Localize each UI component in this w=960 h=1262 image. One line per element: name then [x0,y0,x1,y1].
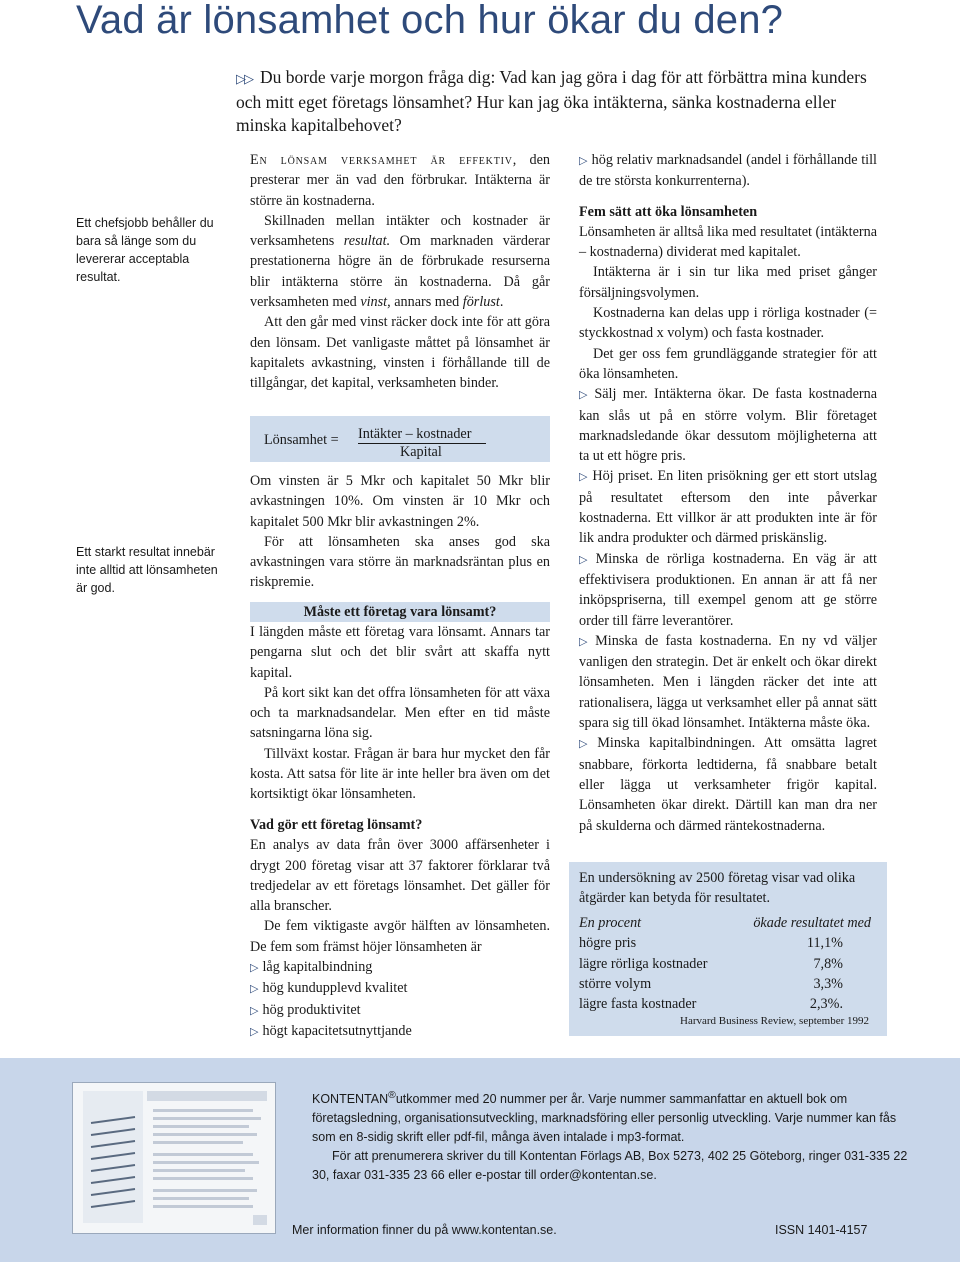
lead-in: En lönsam verksamhet är effektiv, [250,152,518,168]
paragraph: De fem viktigaste avgör hälften av lönsamheten. De fem som främst höjer lönsamheten är [250,918,550,955]
column-2-top [250,150,550,394]
survey-intro: En undersökning av 2500 företag visar vad olika åtgärder kan betyda för resultatet. [579,870,856,907]
list-item [250,957,550,978]
row-value: 11,1% [806,935,843,952]
survey-box [569,862,887,1036]
paragraph: Intäkterna är i sin tur lika med priset gånger försäljningsvolymen. [579,264,877,301]
triangle-icon: ▷ [579,737,594,751]
paragraph: På kort sikt kan det offra lönsamheten för att växa och ta marknadsandelar. Men efter en tid måste satsningarna löna sig. [250,684,550,742]
section-heading: Vad gör ett företag lönsamt? [250,817,423,833]
more-info-link[interactable]: Mer information finner du på www.kontentan.se. [292,1223,557,1237]
list-item-text: hög produktivitet [262,1001,361,1018]
triangle-icon: ▷ [250,961,259,975]
formula-numerator: Intäkter – kostnader [358,426,472,442]
text: Om marknaden värderar prestationerna högre än de förbrukade resurserna blir intäkterna större än kostnaderna. Då går verksamheten med [250,233,550,311]
formula-lhs: Lönsamhet = [264,432,339,448]
intro-text: Du borde varje morgon fråga dig: Vad kan jag göra i dag för att förbättra mina kunders och mitt eget företags lönsamhet? Hur kan jag öka intäkterna, sänka kostnaderna eller minska kapitalbehovet? [236,67,867,135]
strategy-item [579,549,877,631]
table-row [579,994,871,1014]
list-item-text: högt kapacitetsutnyttjande [262,1022,412,1039]
text: utkommer med 20 nummer per år. Varje nummer sammanfattar en aktuell bok om företagsledning, organisationsutveckling, marknadsföring eller personlig utveckling. Varje nummer kan fås som en 8-sidig skrift eller pdf-fil, många även intalade i mp3-format. [312,1092,897,1145]
paragraph: Om vinsten är 5 Mkr och kapitalet 50 Mkr blir avkastningen 10%. Om vinsten är 10 Mkr och kapitalet 500 Mkr blir avkastningen 2%. [250,473,550,530]
triangle-icon: ▷ [579,388,591,402]
column-2-middle [250,471,550,593]
triangle-icon: ▷ [579,634,592,648]
table-header-row [579,913,871,933]
row-value: 3,3% [813,975,843,992]
paragraph: Att den går med vinst räcker dock inte för att göra den lönsam. Det vanligaste måttet på lönsamhet är kapitalets avkastning, vinsten i förhållande till de tillgångar, det kapital, verksamheten binder. [250,314,550,392]
column-2-section-2 [250,815,550,1042]
footer-description [312,1086,912,1147]
paragraph: Lönsamheten är alltså lika med resultatet (intäkterna – kostnaderna) dividerat med kapitalet. [579,223,877,261]
footer-text [312,1086,912,1185]
section-heading: Måste ett företag vara lönsamt? [250,602,550,622]
row-value: 7,8% [813,955,843,972]
double-triangle-icon: ▷▷ [236,72,252,87]
paragraph: I längden måste ett företag vara lönsamt. Annars tar pengarna slut och det blir svårt att skaffa nytt kapital. [250,624,550,681]
row-label: högre pris [579,935,637,952]
brand-name: KONTENTAN [312,1092,389,1107]
section-heading: Fem sätt att öka lönsamheten [579,203,758,220]
intro-paragraph [236,66,876,137]
formula-box [250,416,550,462]
column-2-section-1 [250,602,550,805]
footer-subscription: För att prenumerera skriver du till Kontentan Förlags AB, Box 5273, 402 25 Göteborg, ringer 031-335 22 30, faxar 031-335 23 66 eller e-postar till order@kontentan.se. [312,1149,908,1183]
table-row [579,974,871,994]
list-item-text: låg kapitalbindning [262,959,373,976]
row-value: 2,3%. [809,996,843,1013]
strategy-item [579,733,877,835]
row-label: lägre fasta kostnader [579,996,697,1013]
side-quote-2: Ett starkt resultat innebär inte alltid att lönsamheten är god. [76,545,218,595]
paragraph: Det ger oss fem grundläggande strategier för att öka lönsamheten. [579,345,877,382]
column-header: ökade resultatet med [753,915,871,931]
triangle-icon: ▷ [579,552,592,566]
source-citation: Harvard Business Review, september 1992 [680,1015,869,1027]
side-quote-1: Ett chefsjobb behåller du bara så länge som du levererar acceptabla resultat. [76,216,214,284]
paragraph [250,211,550,312]
thumbnail-graphic [73,1083,275,1233]
factor-list [250,957,550,1042]
row-label: lägre rörliga kostnader [579,955,708,972]
formula-denominator: Kapital [400,444,442,460]
text: Skillnaden mellan intäkter och kostnader är verksamhetens [250,212,550,250]
page-title: Vad är lönsamhet och hur ökar du den? [76,0,784,42]
triangle-icon: ▷ [250,982,259,996]
text: Minska kapitalbindningen. Att omsätta lagret snabbare, förkorta ledtiderna, få snabbare betalt eller lägga ut verksamheter frigör kapital. Lönsamheten ökar direkt. Därtill kan man dra ner på skulderna och därmed räntekostnaderna. [579,735,877,834]
text-italic: vinst [360,294,388,311]
strategy-item [579,384,877,466]
table-row [579,954,871,974]
list-item-text: hög kundupplevd kvalitet [262,980,408,997]
list-item [250,978,550,999]
bullet-paragraph [579,150,877,192]
paragraph: Tillväxt kostar. Frågan är bara hur mycket den får kosta. Att satsa för lite är inte heller bra även om det kortsiktigt ökar lönsamheten. [250,745,550,803]
triangle-icon: ▷ [579,154,588,167]
text-italic: förlust [462,294,500,311]
column-3 [579,150,877,836]
text: Höj priset. En liten prisökning ger ett stort utslag på resultatet eftersom den inte påverkar kostnaderna. Ett villkor är att produkten inte är för lik andra produkter och därmed priskänslig. [579,468,877,547]
survey-table [579,913,871,1014]
text: hög relativ marknadsandel (andel i förhållande till de tre största konkurrenterna). [579,152,877,190]
text: Sälj mer. Intäkterna ökar. De fasta kostnaderna kan slås ut på en större volym. Blir företaget marknadsledande ökar dessutom möjligheterna att ta ut ett högre pris. [579,386,877,465]
registered-mark: ® [388,1090,396,1101]
list-item [250,1021,550,1042]
paragraph-text: den presterar mer än vad den förbrukar. Intäkterna är större än kostnaderna. [250,152,550,209]
text: , annars med [387,294,463,311]
paragraph: För att lönsamheten ska anses god ska avkastningen vara större än marknadsräntan plus en riskpremie. [250,533,550,591]
text: . [499,294,504,311]
paragraph: En analys av data från över 3000 affärsenheter i drygt 200 företag visar att 37 faktorer förklarar två tredjedelar av ett företags lönsamhet. Det gäller för alla branscher. [250,837,550,915]
triangle-icon: ▷ [250,1024,259,1038]
strategy-item [579,466,877,548]
triangle-icon: ▷ [579,470,589,484]
text: Minska de rörliga kostnaderna. En väg är att effektivisera produktionen. En annan är att få ner inköpspriserna, till exempel genom att ge större order till färre leverantörer. [579,550,877,629]
text: Minska de fasta kostnaderna. En ny vd väljer vanligen den strategin. Det är enkelt och ökar direkt lönsamheten. Men i längden räcker det inte att rationalisera, lägga ut verksamhet eller på annat sätt spara sig till ökad lönsamhet. Intäkterna måste öka. [579,632,877,732]
column-header: En procent [579,915,642,931]
publication-thumbnail [72,1082,276,1234]
table-row [579,933,871,953]
paragraph: Kostnaderna kan delas upp i rörliga kostnader (= styckkostnad x volym) och fasta kostnader. [579,305,877,342]
strategy-item [579,631,877,733]
issn-number: ISSN 1401-4157 [775,1223,868,1237]
row-label: större volym [579,975,652,992]
text-italic: resultat. [343,233,391,250]
footer-banner [0,1058,960,1262]
list-item [250,1000,550,1021]
triangle-icon: ▷ [250,1003,259,1017]
